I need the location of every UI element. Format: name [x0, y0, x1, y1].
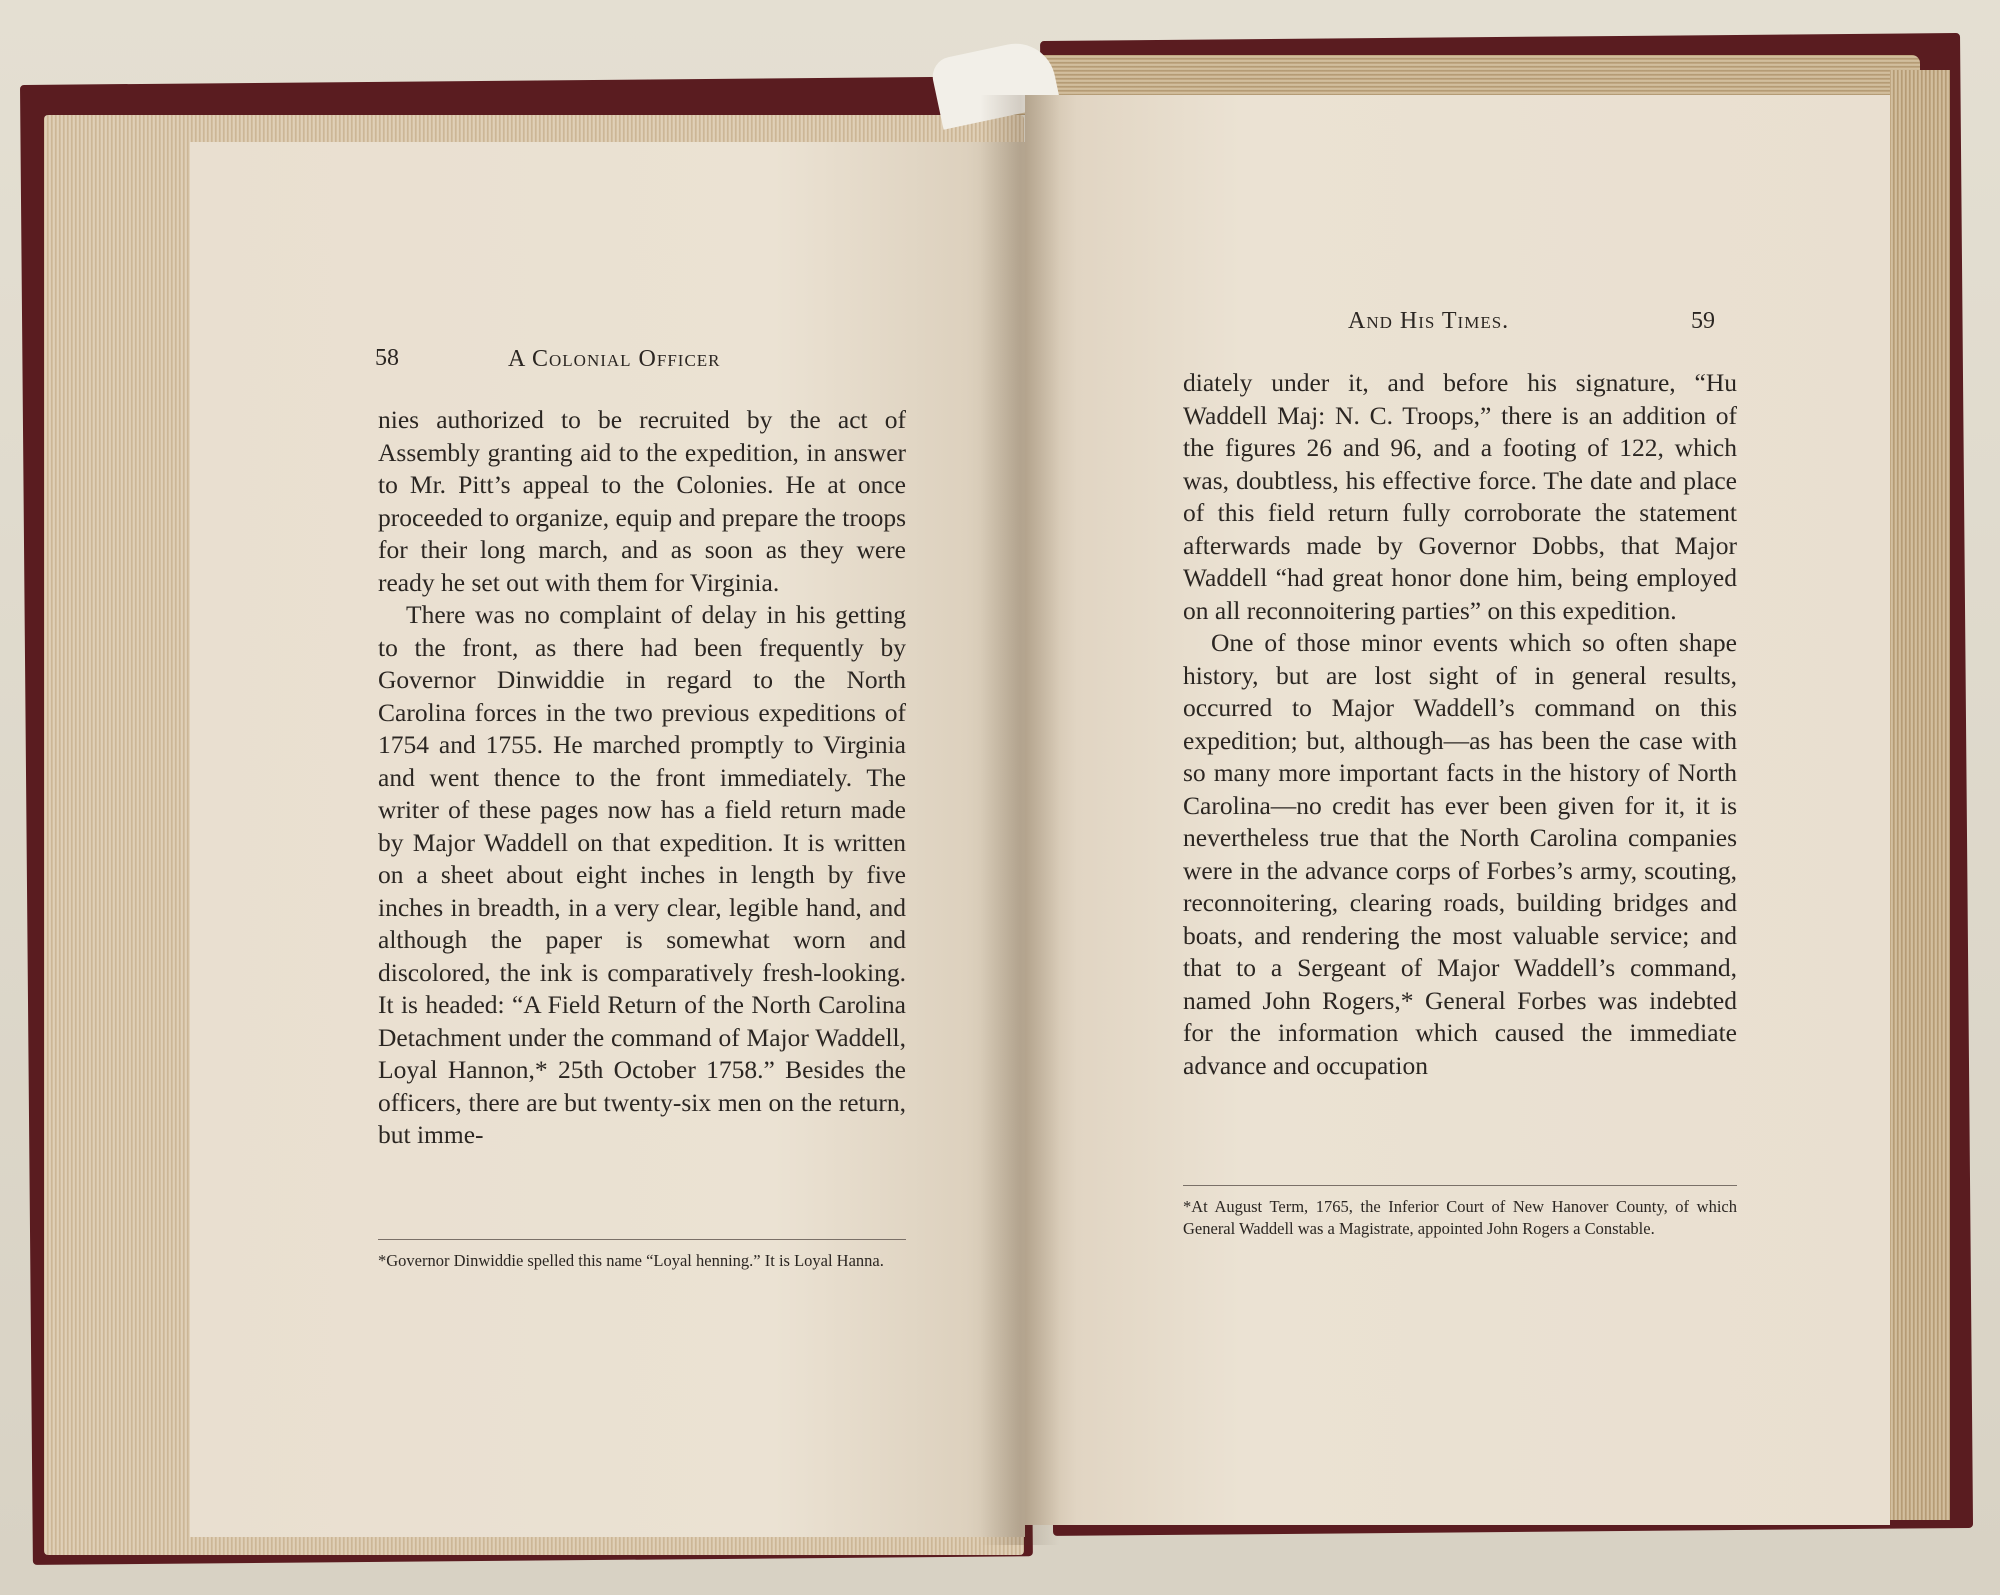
left-footnote-rule: [378, 1239, 906, 1240]
left-running-head: A Colonial Officer: [508, 346, 721, 372]
right-body-text: [1183, 367, 1737, 1082]
left-paragraph-1: nies authorized to be recruited by the act of Assembly granting aid to the expedition, in answer to Mr. Pitt’s appeal to the Colonies. He at once proceeded to organize, equip and prepare the troops for their long march, and as soon as they were ready he set out with them for Virginia.: [378, 405, 906, 597]
right-page: [1025, 95, 1890, 1525]
right-paragraph-1: diately under it, and before his signature, “Hu Waddell Maj: N. C. Troops,” there is an addition of the figures 26 and 96, and a footing of 122, which was, doubtless, his effective force. The date and place of this field return fully corroborate the statement afterwards made by Governor Dobbs, that Major Waddell “had great honor done him, being employed on all reconnoitering parties” on this expedition.: [1183, 368, 1737, 625]
right-running-head: And His Times.: [1348, 308, 1510, 334]
right-page-number: 59: [1691, 308, 1715, 334]
right-footnote-rule: [1183, 1185, 1737, 1186]
left-body-text: [378, 404, 906, 1152]
left-paragraph-2: There was no complaint of delay in his getting to the front, as there had been frequently by Governor Dinwiddie in regard to the North Carolina forces in the two previous expeditions of 1754 and 1755. He marched promptly to Virginia and went thence to the front immediately. The writer of these pages now has a field return made by Major Waddell on that expedition. It is written on a sheet about eight inches in length by five inches in breadth, in a very clear, legible hand, and although the paper is somewhat worn and discolored, the ink is comparatively fresh-looking. It is headed: “A Field Return of the North Carolina Detachment under the command of Major Waddell, Loyal Hannon,* 25th October 1758.” Besides the officers, there are but twenty-six men on the return, but imme-: [378, 600, 906, 1149]
right-paragraph-2: One of those minor events which so often shape history, but are lost sight of in general results, occurred to Major Waddell’s command on this expedition; but, although—as has been the case with so many more important facts in the history of North Carolina—no credit has ever been given for it, it is nevertheless true that the North Carolina companies were in the advance corps of Forbes’s army, scouting, reconnoitering, clearing roads, building bridges and boats, and rendering the most valuable service; and that to a Sergeant of Major Waddell’s command, named John Rogers,* General Forbes was indebted for the information which caused the immediate advance and occupation: [1183, 628, 1737, 1080]
left-page: [190, 142, 1025, 1537]
left-footnote: *Governor Dinwiddie spelled this name “Loyal henning.” It is Loyal Hanna.: [378, 1251, 884, 1270]
page-block-right-side-edges: [1890, 70, 1950, 1520]
left-page-number: 58: [375, 345, 399, 371]
right-footnote: *At August Term, 1765, the Inferior Court of New Hanover County, of which General Waddell was a Magistrate, appointed John Rogers a Constable.: [1183, 1197, 1737, 1238]
